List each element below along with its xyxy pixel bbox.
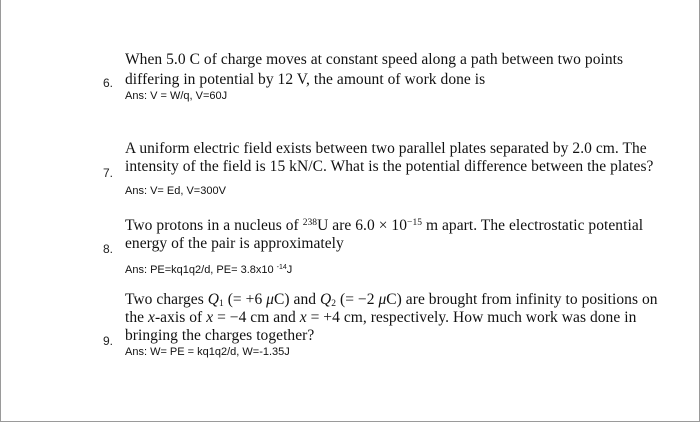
q9-text-e: C) are brought from infinity to positions on [386, 291, 658, 308]
q8-answer-post: J [286, 264, 293, 276]
q9-line-1 [125, 291, 658, 309]
q8-number: 8. [103, 242, 114, 256]
q8-line-1-pre: Two protons in a nucleus of [125, 217, 303, 234]
q8-answer-pre: Ans: PE=kq1q2/d, PE= 3.8x10 [125, 264, 277, 276]
q9-text-i: = +4 cm, respectively. How much work was done in [306, 309, 637, 326]
q8-line-1 [125, 217, 643, 235]
q6-line-2: differing in potential by 12 V, the amount of work done is [125, 71, 486, 88]
q6-number: 6. [103, 76, 114, 90]
q6-answer: Ans: V = W/q, V=60J [125, 90, 228, 102]
q8-line-2: energy of the pair is approximately [125, 235, 344, 252]
q9-text-h: = −4 cm and [213, 309, 300, 326]
q7-answer: Ans: V= Ed, V=300V [125, 185, 226, 197]
q9-x-variable-1: x [206, 309, 214, 326]
q9-q1-subscript: 1 [218, 299, 224, 309]
q9-number: 9. [103, 334, 114, 348]
q9-answer: Ans: W= PE = kq1q2/d, W=-1.35J [125, 346, 290, 358]
q9-x-axis-variable: x [148, 309, 155, 326]
q9-line-2 [125, 309, 636, 327]
q8-line-1-post: m apart. The electrostatic potential [422, 217, 644, 234]
q6-line-1: When 5.0 C of charge moves at constant speed along a path between two points [125, 51, 624, 68]
q9-text-a: Two charges [125, 291, 208, 308]
q9-line-3: bringing the charges together? [125, 327, 315, 344]
q9-text-g: -axis of [154, 309, 207, 326]
q9-q2-symbol: Q [320, 291, 332, 308]
q9-text-d: (= −2 [336, 291, 379, 308]
q7-line-1: A uniform electric field exists between two parallel plates separated by 2.0 cm. The [125, 140, 647, 157]
q9-text-c: C) and [274, 291, 320, 308]
q7-line-2: intensity of the field is 15 kN/C. What is the potential difference between the plates? [125, 158, 654, 175]
q9-mu-1: μ [266, 291, 275, 308]
q9-x-variable-2: x [299, 309, 307, 326]
q8-line-1-mid: U are 6.0 × 10 [317, 217, 408, 234]
q7-number: 7. [103, 166, 114, 180]
q9-q2-subscript: 2 [331, 299, 337, 309]
q9-q1-symbol: Q [207, 291, 219, 308]
q8-answer [125, 264, 292, 276]
q9-mu-2: μ [378, 291, 387, 308]
q9-text-b: (= +6 [223, 291, 267, 308]
q8-answer-exponent: -14 [276, 264, 287, 271]
q8-exponent: −15 [407, 218, 423, 228]
q9-text-f: the [125, 309, 149, 326]
q8-isotope-mass: 238 [302, 218, 318, 228]
